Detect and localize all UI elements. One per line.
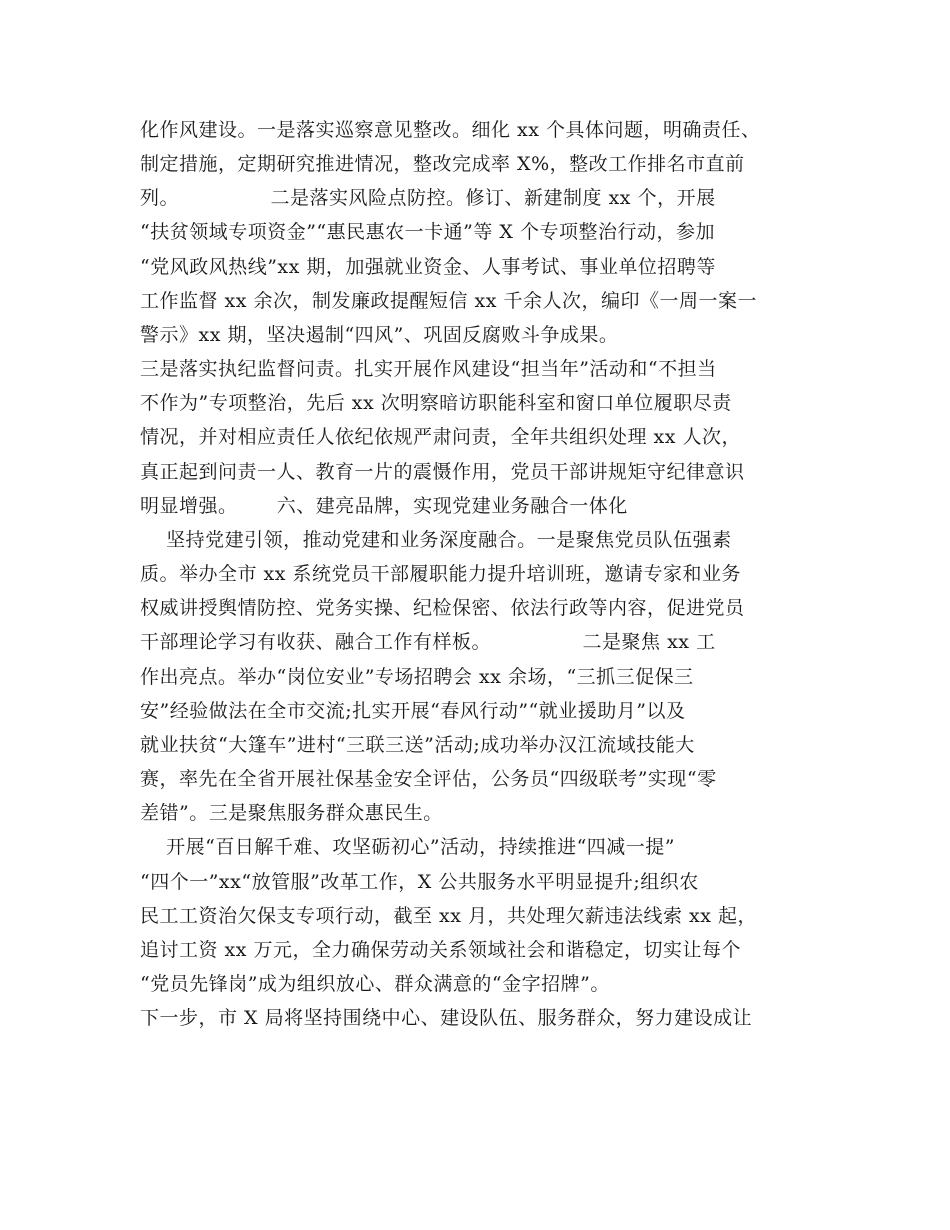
text-line: 差错”。三是聚焦服务群众惠民生。: [140, 802, 443, 824]
text-line: 情况，并对相应责任人依纪依规严肃问责，全年共组织处理 xx 人次，: [140, 426, 742, 448]
text-line: 下一步，市 X 局将坚持围绕中心、建设队伍、服务群众，努力建设成让: [140, 1007, 753, 1029]
text-line: 干部理论学习有收获、融合工作有样板。 二是聚焦 xx 工: [140, 631, 716, 653]
text-line: 警示》xx 期，坚决遏制“四风”、巩固反腐败斗争成果。: [140, 324, 619, 346]
text-line: 追讨工资 xx 万元，全力确保劳动关系领域社会和谐稳定，切实让每个: [140, 939, 742, 961]
text-line: 质。举办全市 xx 系统党员干部履职能力提升培训班，邀请专家和业务: [140, 563, 742, 585]
text-line: 开展“百日解千难、攻坚砺初心”活动，持续推进“四减一提”: [140, 836, 676, 858]
text-line: 真正起到问责一人、教育一片的震慑作用，党员干部讲规矩守纪律意识: [140, 461, 745, 483]
text-line: 列。 二是落实风险点防控。修订、新建制度 xx 个，开展: [140, 187, 716, 209]
text-line: “党员先锋岗”成为组织放心、群众满意的“金字招牌”。: [140, 973, 610, 995]
text-line: 工作监督 xx 余次，制发廉政提醒短信 xx 千余人次，编印《一周一案一: [140, 290, 758, 312]
text-line: 民工工资治欠保支专项行动，截至 xx 月，共处理欠薪违法线索 xx 起，: [140, 905, 758, 927]
text-line: 不作为”专项整治，先后 xx 次明察暗访职能科室和窗口单位履职尽责: [140, 392, 732, 414]
text-line: “扶贫领域专项资金”“惠民惠农一卡通”等 X 个专项整治行动，参加: [140, 221, 715, 243]
text-line: 坚持党建引领，推动党建和业务深度融合。一是聚焦党员队伍强素: [140, 529, 732, 551]
text-line: 明显增强。 六、建亮品牌，实现党建业务融合一体化: [140, 495, 628, 517]
text-line: 三是落实执纪监督问责。扎实开展作风建设“担当年”活动和“不担当: [140, 358, 717, 380]
text-line: 制定措施，定期研究推进情况，整改完成率 X%，整改工作排名市直前: [140, 153, 745, 175]
text-line: 作出亮点。举办“岗位安业”专场招聘会 xx 余场，“三抓三促保三: [140, 666, 694, 688]
text-line: 权威讲授舆情防控、党务实操、纪检保密、依法行政等内容，促进党员: [140, 597, 745, 619]
text-line: 赛，率先在全省开展社保基金安全评估，公务员“四级联考”实现“零: [140, 768, 717, 790]
text-line: “四个一”xx“放管服”改革工作，X 公共服务水平明显提升;组织农: [140, 871, 699, 893]
text-line: “党风政风热线”xx 期，加强就业资金、人事考试、事业单位招聘等: [140, 256, 716, 278]
text-line: 就业扶贫“大篷车”进村“三联三送”活动;成功举办汉江流域技能大: [140, 734, 695, 756]
text-line: 安”经验做法在全市交流;扎实开展“春风行动”“就业援助月”以及: [140, 700, 686, 722]
text-line: 化作风建设。一是落实巡察意见整改。细化 xx 个具体问题，明确责任、: [140, 119, 761, 141]
